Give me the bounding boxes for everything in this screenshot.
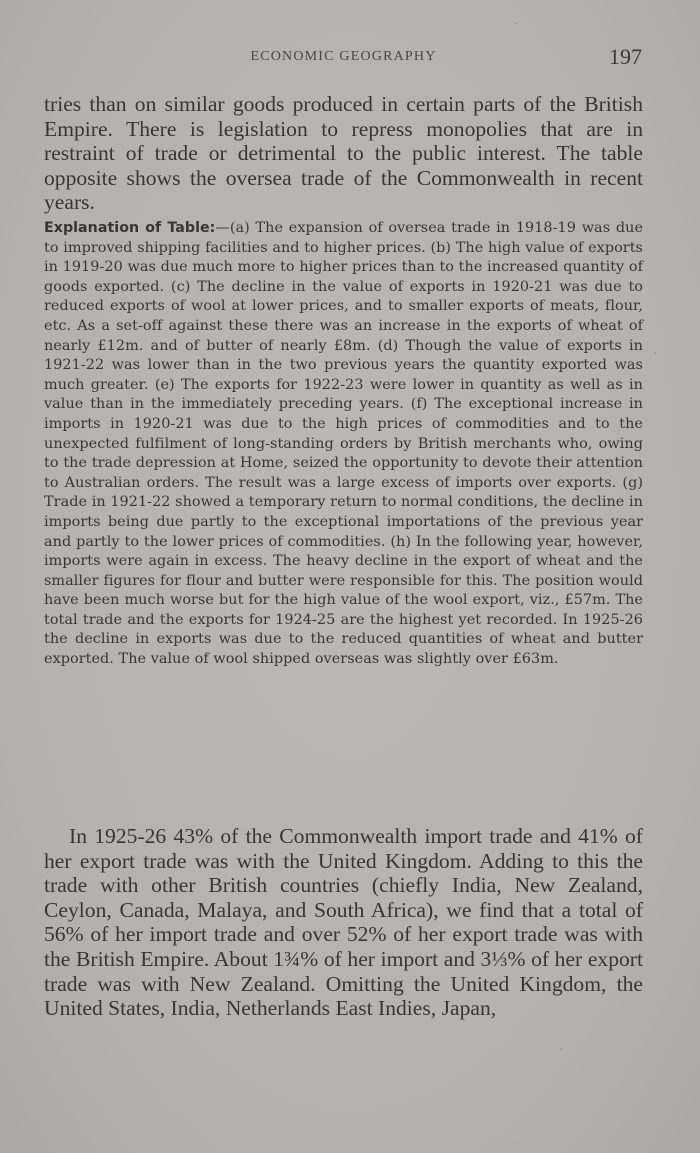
running-head <box>44 44 643 70</box>
paper-speck <box>654 352 656 354</box>
running-title: ECONOMIC GEOGRAPHY <box>250 49 437 64</box>
explanation-text: —(a) The expansion of oversea trade in 1918-19 was due to improved shipping facilities and to higher prices. (b) The high value of exports in 1919-20 was due much more to higher prices than to the increased quantity of goods exported. (c) The decline in the value of exports in 1920-21 was due to reduced exports of wool at lower prices, and to smaller exports of meats, flour, etc. As a set-off against these there was an increase in the exports of wheat of nearly £12m. and of butter of nearly £8m. (d) Though the value of exports in 1921-22 was lower than in the two previous years the quantity exported was much greater. (e) The exports for 1922-23 were lower in quantity as well as in value than in the immediately preceding years. (f) The exceptional increase in imports in 1920-21 was due to the high prices of commodities and to the unexpected fulfilment of long-standing orders by British merchants who, owing to the trade depression at Home, seized the opportunity to devote their attention to Australian orders. The result was a large excess of imports over exports. (g) Trade in 1921-22 showed a temporary return to normal conditions, the decline in imports being due partly to the exceptional importations of the previous year and partly to the lower prices of commodities. (h) In the following year, however, imports were again in excess. The heavy decline in the export of wheat and the smaller figures for flour and butter were responsible for this. The position would have been much worse but for the high value of the wool export, viz., £57m. The total trade and the exports for 1924-25 are the highest yet recorded. In 1925-26 the decline in exports was due to the reduced quantities of wheat and butter exported. The value of wool shipped overseas was slightly over £63m. <box>44 220 644 668</box>
paper-speck <box>560 1048 562 1050</box>
explanation-label: Explanation of Table: <box>44 220 216 236</box>
page-number: 197 <box>609 44 642 69</box>
explanation-of-table <box>44 219 643 670</box>
paper-speck <box>515 22 517 24</box>
paragraph-continuation: tries than on similar goods produced in certain parts of the British Empire. There is legislation to repress monopolies that are in restraint of trade or detrimental to the public interest. The table opposite shows the oversea trade of the Commonwealth in recent years. <box>44 92 643 215</box>
paragraph-trade-shares: In 1925-26 43% of the Commonwealth import trade and 41% of her export trade was with the United Kingdom. Adding to this the trade with other British countries (chiefly India, New Zealand, Ceylon, Canada, Malaya, and South Africa), we find that a total of 56% of her import trade and over 52% of her export trade was with the British Empire. About 1¾% of her import and 3⅓% of her export trade was with New Zealand. Omitting the United Kingdom, the United States, India, Netherlands East Indies, Japan, <box>44 824 643 1021</box>
